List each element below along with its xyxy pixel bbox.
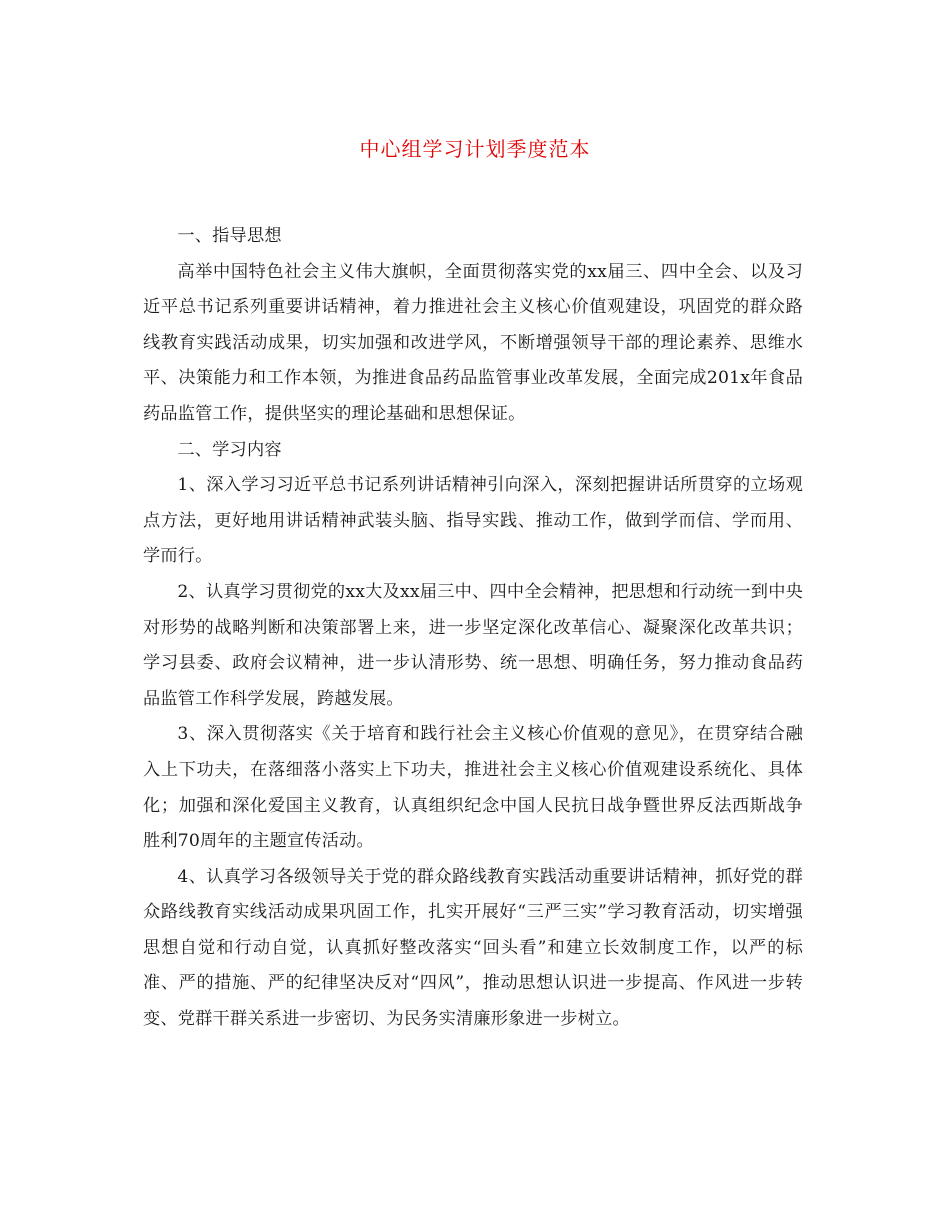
paragraph-item-1: 1、深入学习习近平总书记系列讲话精神引向深入，深刻把握讲话所贯穿的立场观点方法，更好地用讲话精神武装头脑、指导实践、推动工作，做到学而信、学而用、学而行。 <box>143 475 803 567</box>
paragraph-item-2: 2、认真学习贯彻党的xx大及xx届三中、四中全会精神，把思想和行动统一到中央对形势的战略判断和决策部署上来，进一步坚定深化改革信心、凝聚深化改革共识；学习县委、政府会议精神，进一步认清形势、统一思想、明确任务，努力推动食品药品监管工作科学发展，跨越发展。 <box>143 581 803 709</box>
document-body <box>143 219 803 1038</box>
document-title: 中心组学习计划季度范本 <box>359 137 591 161</box>
paragraph-item-3: 3、深入贯彻落实《关于培育和践行社会主义核心价值观的意见》，在贯穿结合融入上下功夫，在落细落小落实上下功夫，推进社会主义核心价值观建设系统化、具体化；加强和深化爱国主义教育，认真组织纪念中国人民抗日战争暨世界反法西斯战争胜利70周年的主题宣传活动。 <box>143 724 803 852</box>
section-heading-guiding-ideology: 一、指导思想 <box>177 226 282 246</box>
paragraph-guiding-ideology: 高举中国特色社会主义伟大旗帜，全面贯彻落实党的xx届三、四中全会、以及习近平总书记系列重要讲话精神，着力推进社会主义核心价值观建设，巩固党的群众路线教育实践活动成果，切实加强和改进学风，不断增强领导干部的理论素养、思维水平、决策能力和工作本领，为推进食品药品监管事业改革发展，全面完成201x年食品药品监管工作，提供坚实的理论基础和思想保证。 <box>143 261 803 424</box>
section-heading-study-content: 二、学习内容 <box>177 439 282 460</box>
paragraph-item-4: 4、认真学习各级领导关于党的群众路线教育实践活动重要讲话精神，抓好党的群众路线教育实线活动成果巩固工作，扎实开展好“三严三实”学习教育活动，切实增强思想自觉和行动自觉，认真抓好整改落实“回头看”和建立长效制度工作，以严的标准、严的措施、严的纪律坚决反对“四风”，推动思想认识进一步提高、作风进一步转变、党群干群关系进一步密切、为民务实清廉形象进一步树立。 <box>143 866 803 1030</box>
